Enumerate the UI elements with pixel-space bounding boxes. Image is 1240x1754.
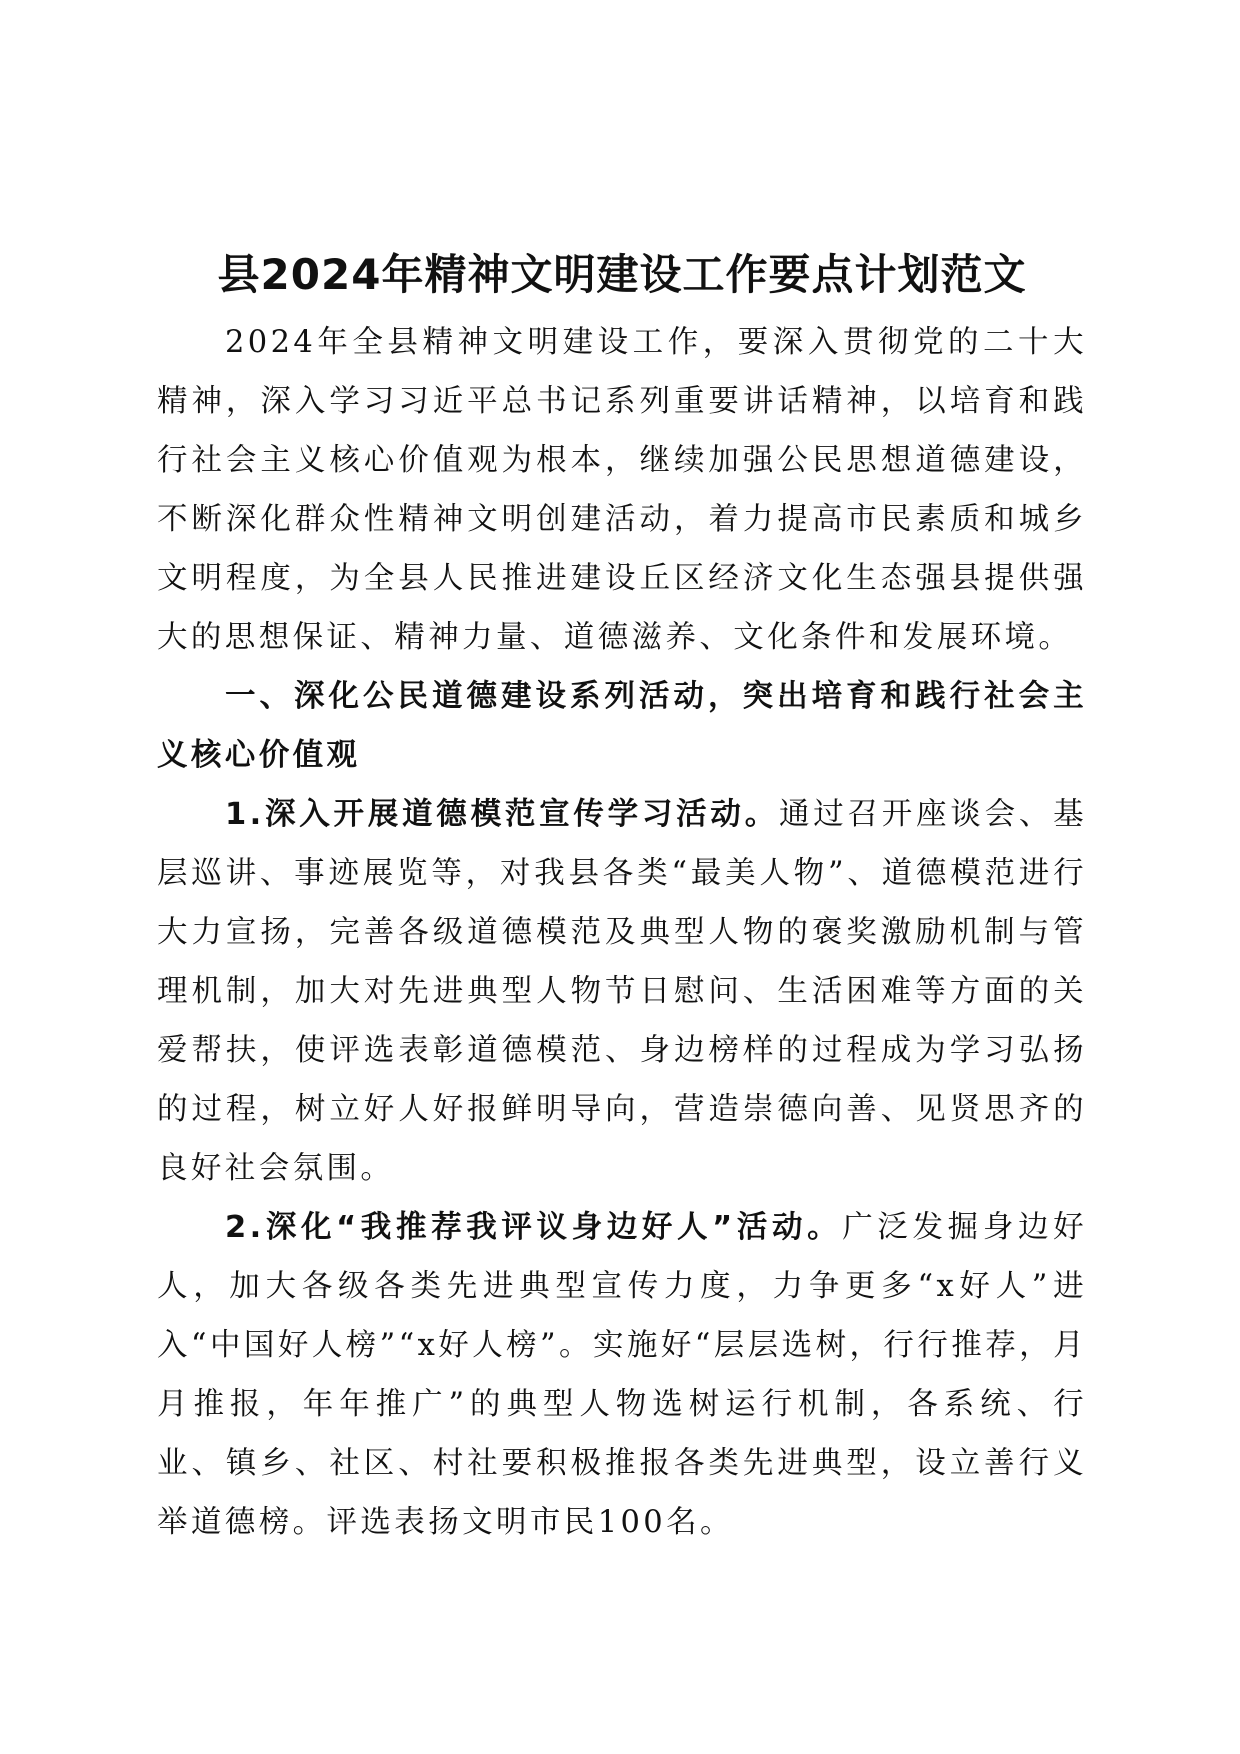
item-lead-2: 2.深化“我推荐我评议身边好人”活动。 <box>225 1210 843 1245</box>
document-title: 县2024年精神文明建设工作要点计划范文 <box>217 250 1027 299</box>
item-paragraph-2 <box>157 1198 1087 1552</box>
section-heading: 一、深化公民道德建设系列活动，突出培育和践行社会主义核心价值观 <box>157 679 1087 773</box>
item-lead-1: 1.深入开展道德模范宣传学习活动。 <box>225 797 779 832</box>
intro-paragraph: 2024年全县精神文明建设工作，要深入贯彻党的二十大精神，深入学习习近平总书记系列重要讲话精神，以培育和践行社会主义核心价值观为根本，继续加强公民思想道德建设，不断深化群众性精神文明创建活动，着力提高市民素质和城乡文明程度，为全县人民推进建设丘区经济文化生态强县提供强大的思想保证、精神力量、道德滋养、文化条件和发展环境。 <box>157 325 1087 655</box>
item-body-1: 通过召开座谈会、基层巡讲、事迹展览等，对我县各类“最美人物”、道德模范进行大力宣扬，完善各级道德模范及典型人物的褒奖激励机制与管理机制，加大对先进典型人物节日慰问、生活困难等方面的关爱帮扶，使评选表彰道德模范、身边榜样的过程成为学习弘扬的过程，树立好人好报鲜明导向，营造崇德向善、见贤思齐的良好社会氛围。 <box>157 797 1087 1186</box>
item-body-2: 广泛发掘身边好人，加大各级各类先进典型宣传力度，力争更多“x好人”进入“中国好人榜”“x好人榜”。实施好“层层选树，行行推荐，月月推报，年年推广”的典型人物选树运行机制，各系统、行业、镇乡、社区、村社要积极推报各类先进典型，设立善行义举道德榜。评选表扬文明市民100名。 <box>157 1210 1087 1540</box>
document-content <box>157 245 1087 1552</box>
item-paragraph-1 <box>157 785 1087 1198</box>
